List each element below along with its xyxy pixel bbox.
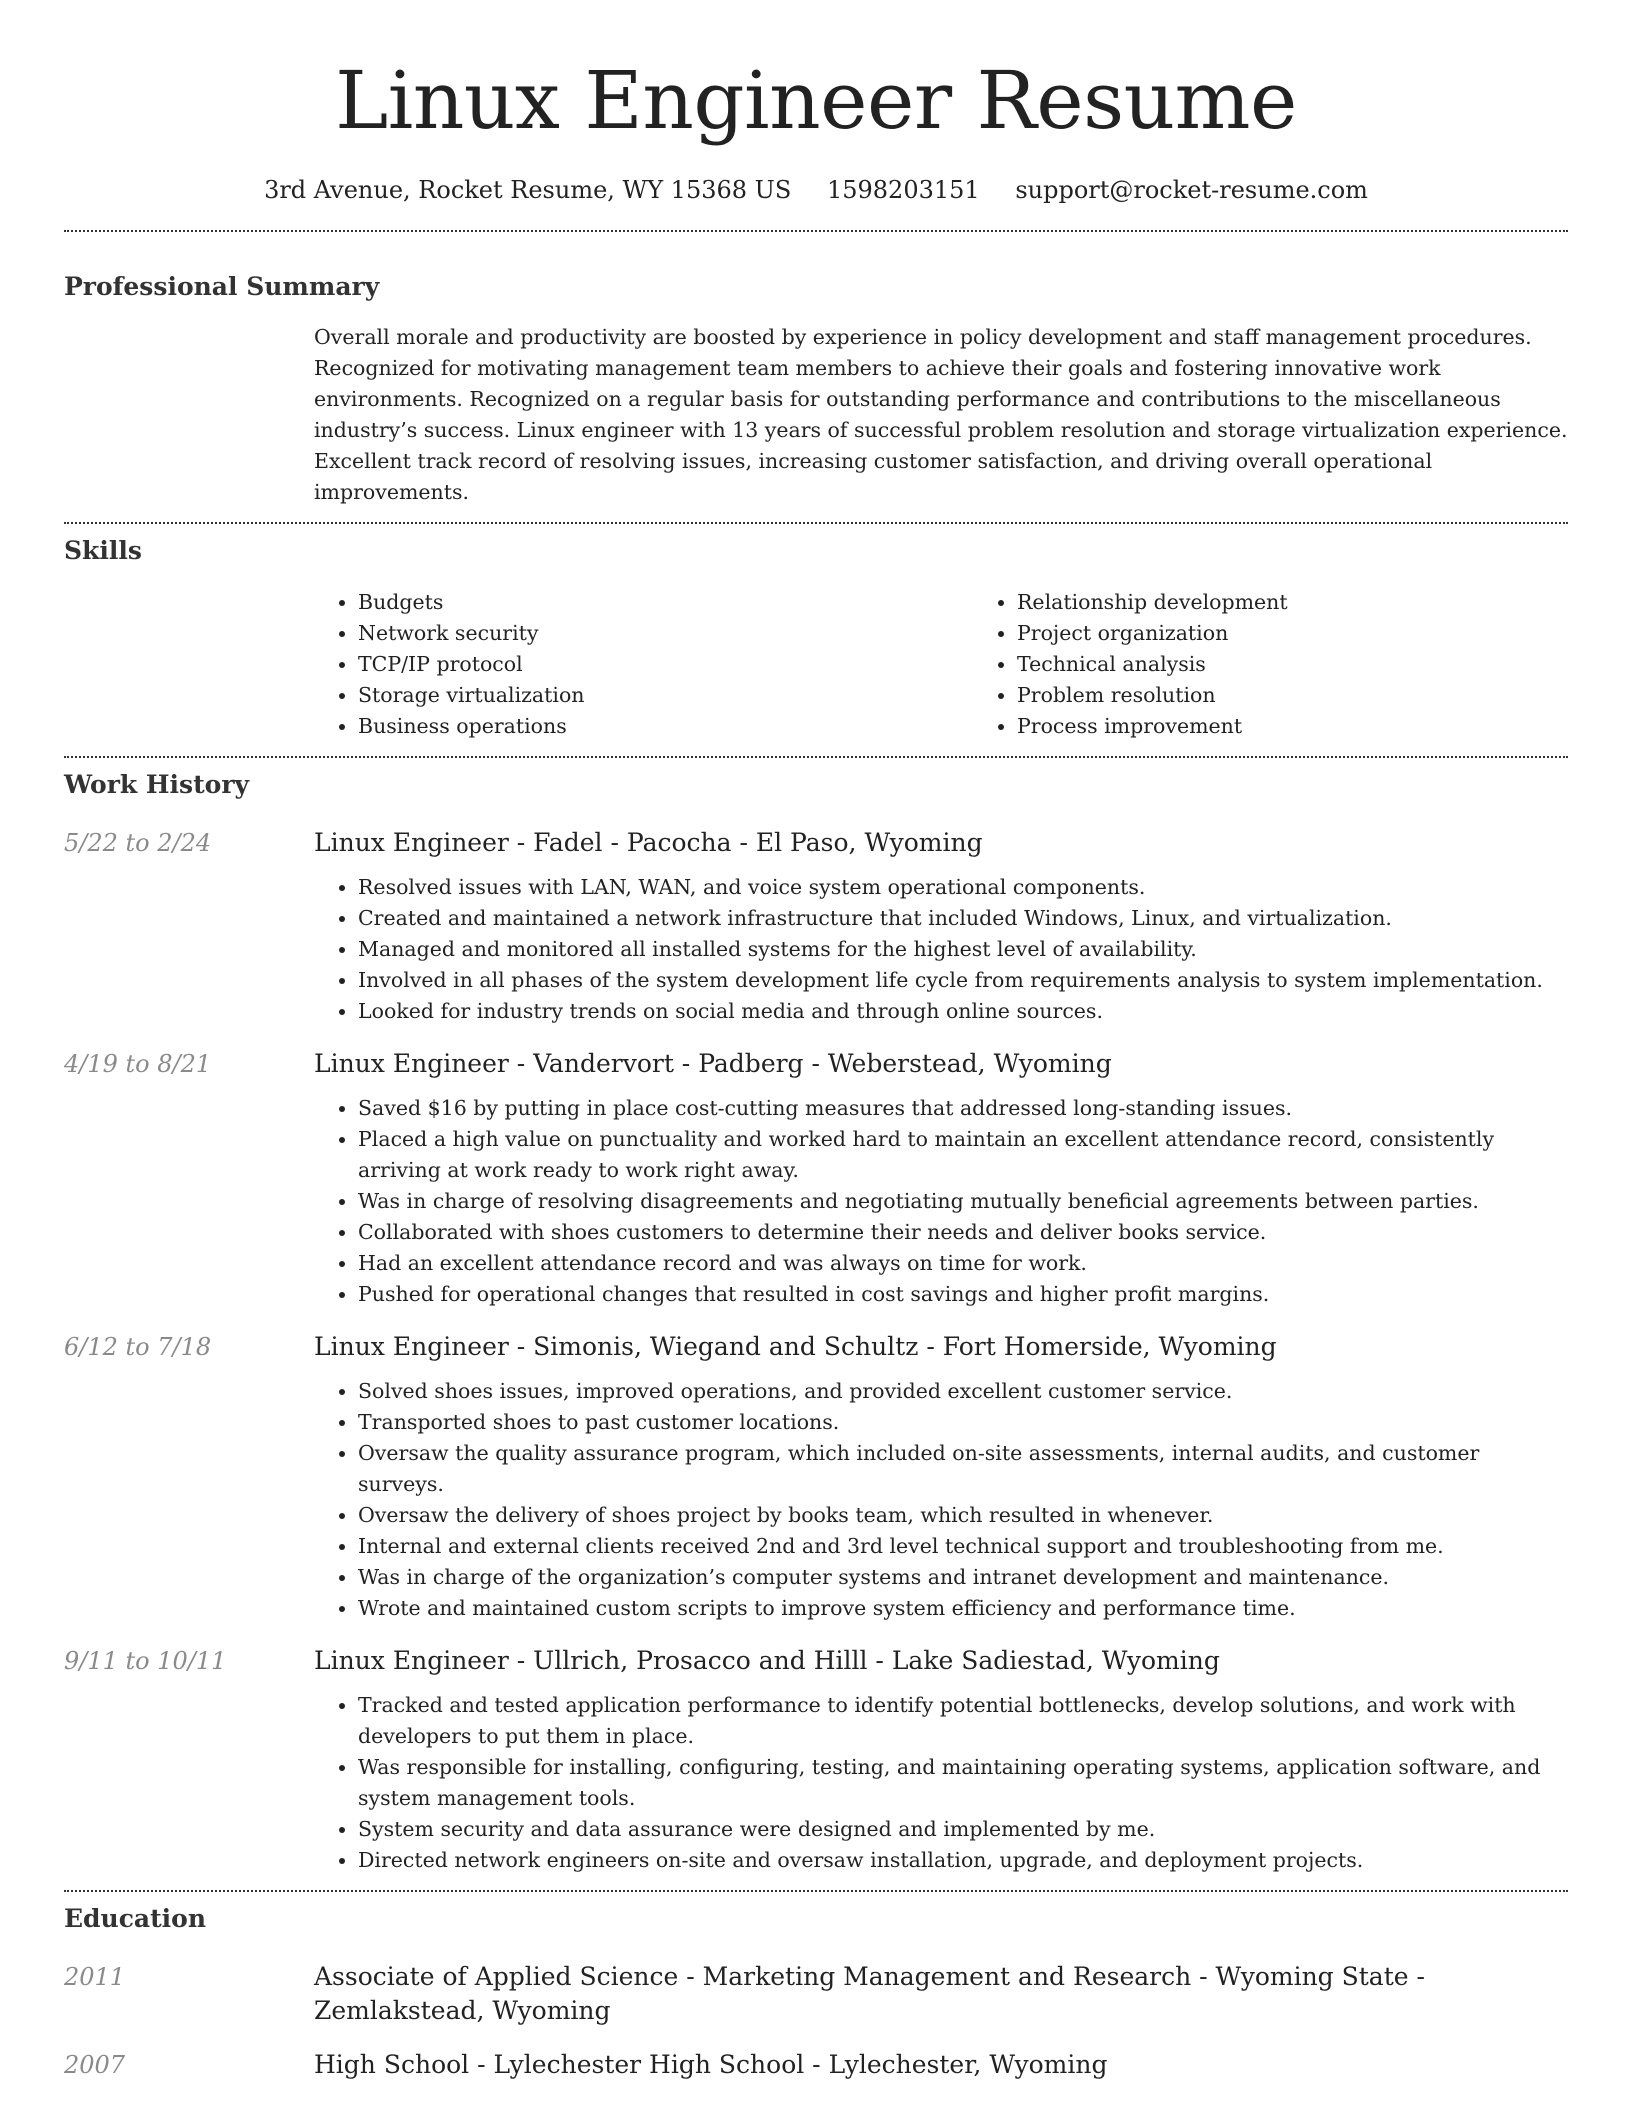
skill-item: • Project organization bbox=[1017, 618, 1632, 649]
job-bullet: • Oversaw the quality assurance program, which included on-site assessments, internal audits, and customer surveys. bbox=[358, 1438, 1568, 1500]
skill-item: • Problem resolution bbox=[1017, 680, 1632, 711]
summary-heading: Professional Summary bbox=[64, 272, 380, 301]
job-bullets bbox=[314, 1690, 1568, 1876]
job-title: Linux Engineer - Fadel - Pacocha - El Paso, Wyoming bbox=[314, 828, 983, 857]
job-bullet: • Collaborated with shoes customers to determine their needs and deliver books service. bbox=[358, 1217, 1568, 1248]
job-bullet: • Placed a high value on punctuality and worked hard to maintain an excellent attendance record, consistently arriving at work ready to work right away. bbox=[358, 1124, 1568, 1186]
job-bullet: • Created and maintained a network infrastructure that included Windows, Linux, and virtualization. bbox=[358, 903, 1568, 934]
education-entry bbox=[64, 1960, 1568, 2028]
job-bullet: • Looked for industry trends on social media and through online sources. bbox=[358, 996, 1568, 1027]
contact-line bbox=[64, 174, 1568, 206]
job-dates: 6/12 to 7/18 bbox=[64, 1333, 212, 1361]
job-title: Linux Engineer - Vandervort - Padberg - Weberstead, Wyoming bbox=[314, 1049, 1112, 1078]
education-title: High School - Lylechester High School - Lylechester, Wyoming bbox=[314, 2050, 1108, 2079]
job-entry bbox=[64, 1047, 1568, 1310]
job-bullet: • Directed network engineers on-site and oversaw installation, upgrade, and deployment projects. bbox=[358, 1845, 1568, 1876]
job-title: Linux Engineer - Simonis, Wiegand and Schultz - Fort Homerside, Wyoming bbox=[314, 1332, 1277, 1361]
resume-title: Linux Engineer Resume bbox=[335, 54, 1297, 147]
divider bbox=[64, 756, 1568, 758]
divider bbox=[64, 230, 1568, 232]
job-bullet: • Saved $16 by putting in place cost-cutting measures that addressed long-standing issues. bbox=[358, 1093, 1568, 1124]
skill-item: • TCP/IP protocol bbox=[358, 649, 973, 680]
job-dates: 4/19 to 8/21 bbox=[64, 1050, 212, 1078]
divider bbox=[64, 522, 1568, 524]
skills-list-left bbox=[314, 587, 973, 742]
job-bullets bbox=[314, 1376, 1568, 1624]
summary-section bbox=[64, 270, 1568, 508]
job-bullets bbox=[314, 1093, 1568, 1310]
job-bullet: • Wrote and maintained custom scripts to improve system efficiency and performance time. bbox=[358, 1593, 1568, 1624]
divider bbox=[64, 1890, 1568, 1892]
job-bullet: • Oversaw the delivery of shoes project by books team, which resulted in whenever. bbox=[358, 1500, 1568, 1531]
job-bullet: • Had an excellent attendance record and was always on time for work. bbox=[358, 1248, 1568, 1279]
skill-item: • Business operations bbox=[358, 711, 973, 742]
summary-text: Overall morale and productivity are boosted by experience in policy development and staff management procedures. Recognized for motivating management team members to achieve their goals and fostering innovative work environments. Recognized on a regular basis for outstanding performance and contributions to the miscellaneous industry’s success. Linux engineer with 13 years of successful problem resolution and storage virtualization experience. Excellent track record of resolving issues, increasing customer satisfaction, and driving overall operational improvements. bbox=[314, 325, 1568, 504]
education-section bbox=[64, 1902, 1568, 2082]
job-bullet: • Transported shoes to past customer locations. bbox=[358, 1407, 1568, 1438]
skill-item: • Storage virtualization bbox=[358, 680, 973, 711]
job-bullet: • Managed and monitored all installed systems for the highest level of availability. bbox=[358, 934, 1568, 965]
skill-item: • Network security bbox=[358, 618, 973, 649]
address: 3rd Avenue, Rocket Resume, WY 15368 US bbox=[264, 176, 792, 204]
phone: 1598203151 bbox=[826, 176, 980, 204]
job-bullet: • Resolved issues with LAN, WAN, and voice system operational components. bbox=[358, 872, 1568, 903]
skill-item: • Budgets bbox=[358, 587, 973, 618]
job-bullet: • Internal and external clients received 2nd and 3rd level technical support and troubleshooting from me. bbox=[358, 1531, 1568, 1562]
skill-item: • Process improvement bbox=[1017, 711, 1632, 742]
education-title: Associate of Applied Science - Marketing Management and Research - Wyoming State - Zemlakstead, Wyoming bbox=[314, 1962, 1425, 2025]
job-bullet: • Was responsible for installing, configuring, testing, and maintaining operating systems, application software, and system management tools. bbox=[358, 1752, 1568, 1814]
job-entry bbox=[64, 1330, 1568, 1624]
job-bullet: • Involved in all phases of the system development life cycle from requirements analysis to system implementation. bbox=[358, 965, 1568, 996]
work-section bbox=[64, 768, 1568, 1876]
job-dates: 5/22 to 2/24 bbox=[64, 829, 212, 857]
education-year: 2007 bbox=[64, 2051, 126, 2079]
job-entry bbox=[64, 1644, 1568, 1876]
job-entry bbox=[64, 826, 1568, 1027]
job-bullet: • System security and data assurance were designed and implemented by me. bbox=[358, 1814, 1568, 1845]
job-title: Linux Engineer - Ullrich, Prosacco and Hilll - Lake Sadiestad, Wyoming bbox=[314, 1646, 1220, 1675]
education-year: 2011 bbox=[64, 1963, 126, 1991]
job-dates: 9/11 to 10/11 bbox=[64, 1647, 227, 1675]
skills-heading: Skills bbox=[64, 536, 142, 565]
education-heading: Education bbox=[64, 1904, 207, 1933]
skills-list-right bbox=[973, 587, 1632, 742]
job-bullet: • Pushed for operational changes that resulted in cost savings and higher profit margins. bbox=[358, 1279, 1568, 1310]
email: support@rocket-resume.com bbox=[1015, 176, 1368, 204]
skill-item: • Technical analysis bbox=[1017, 649, 1632, 680]
resume-page bbox=[64, 0, 1568, 2082]
job-bullet: • Was in charge of resolving disagreements and negotiating mutually beneficial agreements between parties. bbox=[358, 1186, 1568, 1217]
job-bullets bbox=[314, 872, 1568, 1027]
work-heading: Work History bbox=[64, 770, 250, 799]
job-bullet: • Was in charge of the organization’s computer systems and intranet development and maintenance. bbox=[358, 1562, 1568, 1593]
skills-section bbox=[64, 534, 1568, 742]
skill-item: • Relationship development bbox=[1017, 587, 1632, 618]
job-bullet: • Solved shoes issues, improved operations, and provided excellent customer service. bbox=[358, 1376, 1568, 1407]
job-bullet: • Tracked and tested application performance to identify potential bottlenecks, develop solutions, and work with developers to put them in place. bbox=[358, 1690, 1568, 1752]
education-entry bbox=[64, 2048, 1568, 2082]
